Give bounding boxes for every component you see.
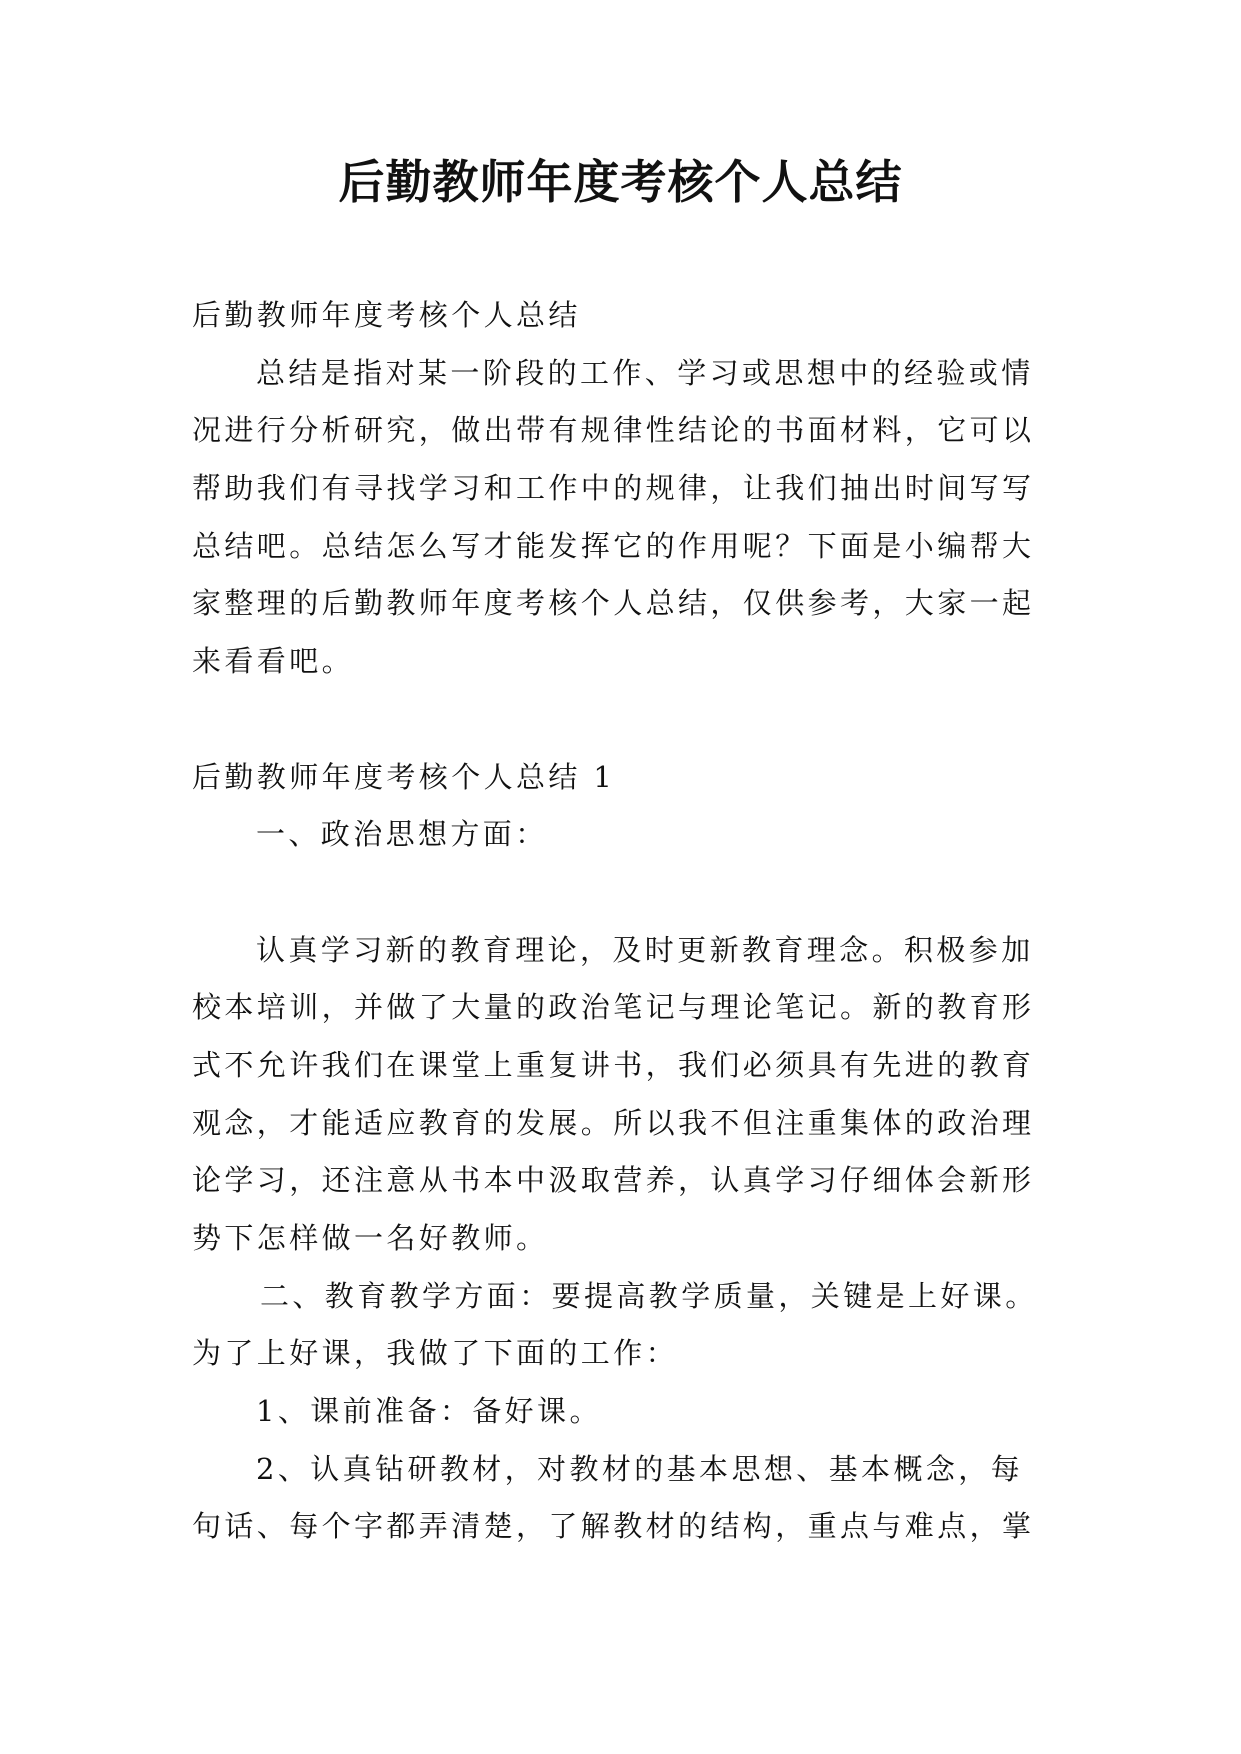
document-body — [192, 287, 1052, 1556]
blank-line — [192, 864, 1052, 922]
list-item: 2、认真钻研教材，对教材的基本思想、基本概念，每 — [256, 1451, 1024, 1486]
section-heading: 后勤教师年度考核个人总结 — [192, 298, 581, 332]
paragraph-line: 总结吧。总结怎么写才能发挥它的作用呢？下面是小编帮大 — [192, 528, 1035, 563]
document-title: 后勤教师年度考核个人总结 — [338, 155, 903, 209]
list-item: 1、课前准备：备好课。 — [256, 1394, 602, 1429]
paragraph-line: 总结是指对某一阶段的工作、学习或思想中的经验或情 — [256, 355, 1034, 390]
paragraph-line: 校本培训，并做了大量的政治笔记与理论笔记。新的教育形 — [192, 990, 1035, 1025]
paragraph-line: 论学习，还注意从书本中汲取营养，认真学习仔细体会新形 — [192, 1163, 1035, 1198]
subsection-heading: 一、政治思想方面： — [256, 817, 548, 852]
paragraph-line: 来看看吧。 — [192, 644, 355, 679]
section-heading: 后勤教师年度考核个人总结 1 — [192, 759, 616, 794]
paragraph-line: 句话、每个字都弄清楚，了解教材的结构，重点与难点，掌 — [192, 1509, 1035, 1544]
paragraph-line: 势下怎样做一名好教师。 — [192, 1221, 549, 1255]
paragraph-line: 式不允许我们在课堂上重复讲书，我们必须具有先进的教育 — [192, 1047, 1035, 1082]
paragraph-line: 为了上好课，我做了下面的工作： — [192, 1336, 679, 1371]
paragraph-line: 况进行分析研究，做出带有规律性结论的书面材料，它可以 — [192, 413, 1035, 448]
paragraph-line: 二、教育教学方面：要提高教学质量，关键是上好课。 — [260, 1278, 1038, 1313]
paragraph-line: 家整理的后勤教师年度考核个人总结，仅供参考，大家一起 — [192, 586, 1035, 621]
paragraph-line: 认真学习新的教育理论，及时更新教育理念。积极参加 — [256, 932, 1034, 967]
blank-line — [192, 691, 1052, 749]
paragraph-line: 帮助我们有寻找学习和工作中的规律，让我们抽出时间写写 — [192, 471, 1035, 506]
paragraph-line: 观念，才能适应教育的发展。所以我不但注重集体的政治理 — [192, 1105, 1035, 1140]
